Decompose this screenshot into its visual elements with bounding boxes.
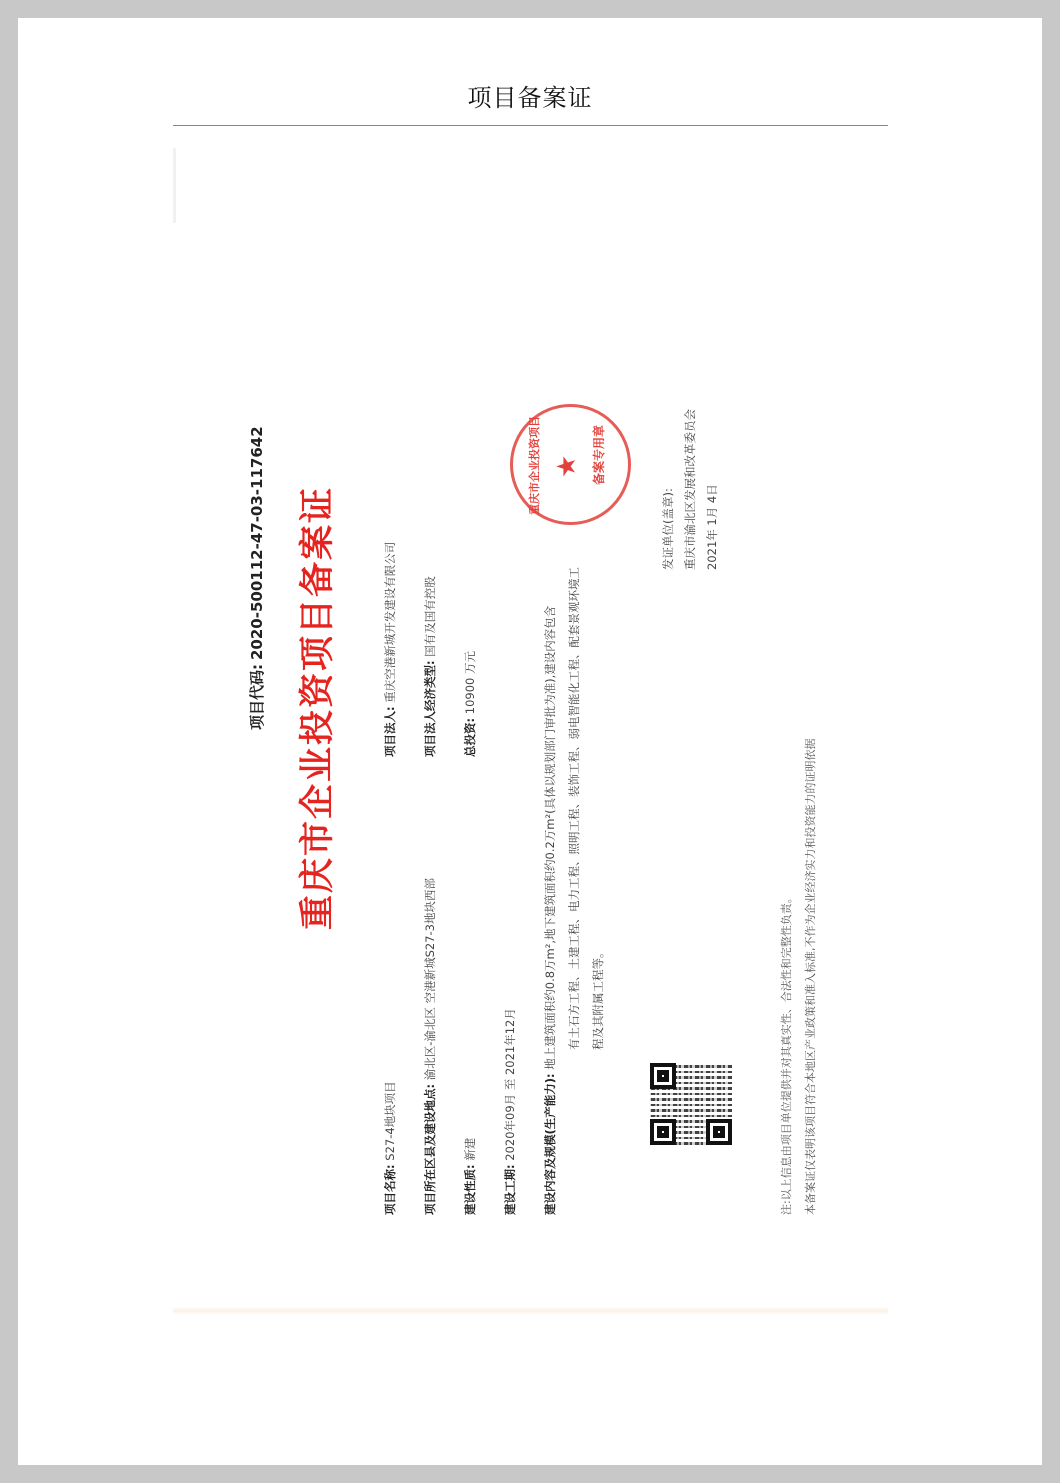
- title-divider: [173, 125, 888, 126]
- legal-person-field: [382, 542, 398, 757]
- scope-label: 建设内容及规模(生产能力):: [543, 1073, 557, 1215]
- investment-field: [462, 651, 478, 757]
- certificate-content: [230, 305, 830, 1215]
- project-name-value: S27-4地块项目: [383, 1081, 397, 1161]
- nature-label: 建设性质:: [463, 1164, 477, 1215]
- project-code-value: 2020-500112-47-03-117642: [248, 426, 266, 660]
- period-value: 2020年09月 至 2021年12月: [503, 1008, 517, 1161]
- economic-type-value: 国有及国有控股: [423, 576, 437, 657]
- scope-field: [542, 606, 558, 1215]
- qr-finder-bottom-left: [706, 1119, 732, 1145]
- nature-field: [462, 1138, 478, 1215]
- seal-center-text: 备案专用章: [592, 424, 606, 485]
- scan-edge-bottom: [173, 1307, 888, 1315]
- note-line-2: 本备案证仅表明该项目符合本地区产业政策和准入标准,不作为企业经济实力和投资能力的证明依据: [804, 738, 817, 1215]
- note-line-1: 注:以上信息由项目单位提供并对其真实性、合法性和完整性负责。: [780, 892, 793, 1215]
- scan-edge-left: [173, 148, 176, 223]
- scope-line-1: 地上建筑面积约0.8万m²,地下建筑面积约0.2万m²(具体以规划部门审批为准),建设内容包含: [543, 605, 557, 1070]
- issue-date: 2021年 1月 4日: [705, 484, 719, 570]
- scope-line-2: 有土石方工程、土建工程、电力工程、照明工程、装饰工程、弱电智能化工程、配套景观环境工: [567, 567, 581, 1050]
- location-value: 渝北区-渝北区 空港新城S27-3地块西部: [423, 878, 437, 1081]
- page-title: 项目备案证: [467, 84, 593, 112]
- nature-value: 新建: [463, 1137, 477, 1161]
- period-field: [502, 1008, 518, 1215]
- qr-finder-top-right: [650, 1063, 676, 1089]
- economic-type-label: 项目法人经济类型:: [423, 660, 437, 757]
- economic-type-field: [422, 576, 438, 757]
- legal-person-value: 重庆空港新城开发建设有限公司: [383, 541, 397, 703]
- project-code-row: [246, 426, 267, 730]
- issuer-org: 重庆市渝北区发展和改革委员会: [683, 409, 697, 570]
- certificate-title: 重庆市企业投资项目备案证: [298, 485, 338, 930]
- seal-star-icon: ★: [552, 454, 582, 478]
- location-field: [422, 878, 438, 1215]
- issuer-label: 发证单位(盖章):: [661, 488, 675, 570]
- project-name-field: [382, 1081, 398, 1215]
- project-name-label: 项目名称:: [383, 1164, 397, 1215]
- qr-finder-top-left: [650, 1119, 676, 1145]
- location-label: 项目所在区县及建设地点:: [423, 1083, 437, 1215]
- project-code-label: 项目代码:: [248, 664, 266, 730]
- investment-label: 总投资:: [463, 717, 477, 757]
- investment-value: 10900 万元: [463, 650, 477, 715]
- legal-person-label: 项目法人:: [383, 706, 397, 757]
- seal-ring-text: 重庆市企业投资项目: [528, 416, 541, 515]
- scope-line-3: 程及其附属工程等。: [591, 946, 605, 1050]
- period-label: 建设工期:: [503, 1164, 517, 1215]
